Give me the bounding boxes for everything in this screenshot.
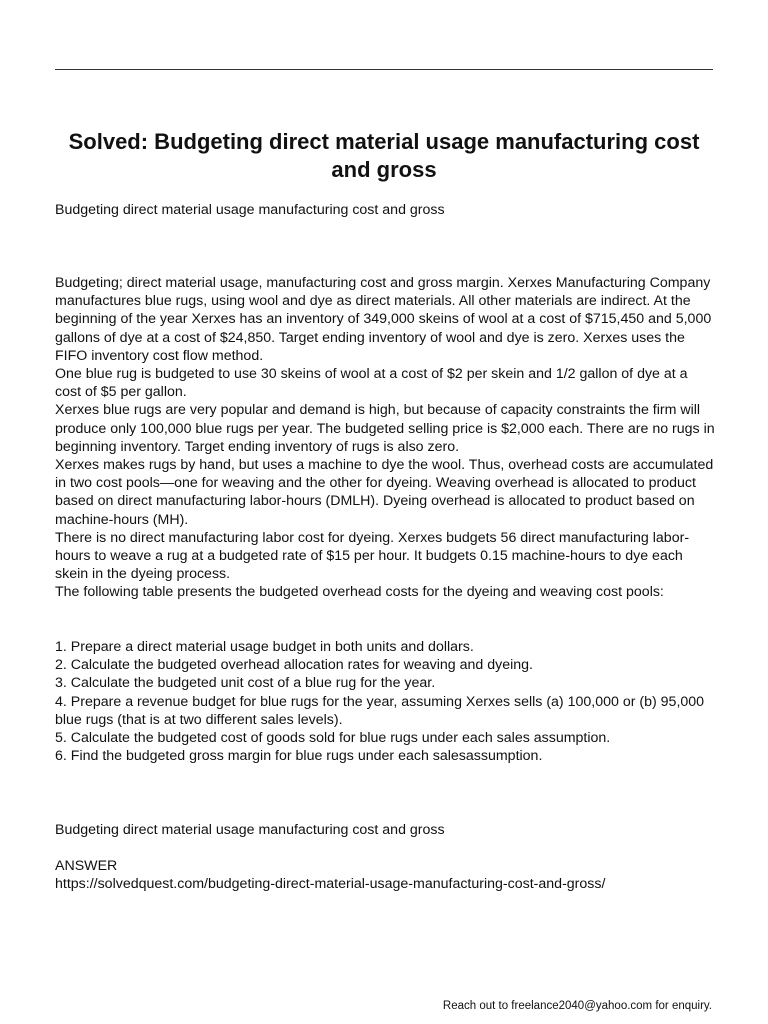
answer-link[interactable]: https://solvedquest.com/budgeting-direct-material-usage-manufacturing-cost-and-gross/ <box>55 876 606 892</box>
question-item: 6. Find the budgeted gross margin for blue rugs under each salesassumption. <box>55 748 543 765</box>
answer-label: ANSWER <box>55 858 118 874</box>
footer-contact: Reach out to freelance2040@yahoo.com for enquiry. <box>442 1000 712 1012</box>
paragraph-table-intro: The following table presents the budgeted overhead costs for the dyeing and weaving cost pools: <box>55 584 664 601</box>
paragraph-overhead: Xerxes makes rugs by hand, but uses a machine to dye the wool. Thus, overhead costs are accumulated in two cost pools—one for weaving and the other for dyeing. Weaving overhead is allocated to product based on direct manufacturing labor-hours (DMLH). Dyeing overhead is allocated to product based on machine-hours (MH). <box>55 457 714 528</box>
question-item: 5. Calculate the budgeted cost of goods sold for blue rugs under each sales assumption. <box>55 730 611 747</box>
document-title: Solved: Budgeting direct material usage manufacturing cost and gross <box>68 129 700 182</box>
question-item: 1. Prepare a direct material usage budget in both units and dollars. <box>55 639 474 655</box>
question-item: 4. Prepare a revenue budget for blue rugs for the year, assuming Xerxes sells (a) 100,000 or (b) 95,000 blue rugs (that is at two different sales levels). <box>55 693 705 728</box>
question-item: 2. Calculate the budgeted overhead allocation rates for weaving and dyeing. <box>55 657 533 674</box>
document-subtitle: Budgeting direct material usage manufacturing cost and gross <box>55 202 445 218</box>
question-item: 3. Calculate the budgeted unit cost of a blue rug for the year. <box>55 675 436 692</box>
problem-statement <box>55 274 715 602</box>
question-list <box>55 638 715 765</box>
paragraph-demand: Xerxes blue rugs are very popular and demand is high, but because of capacity constraints the firm will produce only 100,000 blue rugs per year. The budgeted selling price is $2,000 each. There are no rugs in beginning inventory. Target ending inventory of rugs is also zero. <box>55 402 715 455</box>
top-divider <box>55 69 713 70</box>
bottom-subtitle: Budgeting direct material usage manufacturing cost and gross <box>55 822 445 838</box>
paragraph-labor: There is no direct manufacturing labor cost for dyeing. Xerxes budgets 56 direct manufacturing labor-hours to weave a rug at a budgeted rate of $15 per hour. It budgets 0.15 machine-hours to dye each skein in the dyeing process. <box>55 529 690 583</box>
paragraph-rug-materials: One blue rug is budgeted to use 30 skeins of wool at a cost of $2 per skein and 1/2 gallon of dye at a cost of $5 per gallon. <box>55 366 688 401</box>
paragraph-intro: Budgeting; direct material usage, manufacturing cost and gross margin. Xerxes Manufacturing Company manufactures blue rugs, using wool and dye as direct materials. All other materials are indirect. At the beginning of the year Xerxes has an inventory of 349,000 skeins of wool at a cost of $715,450 and 5,000 gallons of dye at a cost of $24,850. Target ending inventory of wool and dye is zero. Xerxes uses the FIFO inventory cost flow method. <box>55 275 712 364</box>
